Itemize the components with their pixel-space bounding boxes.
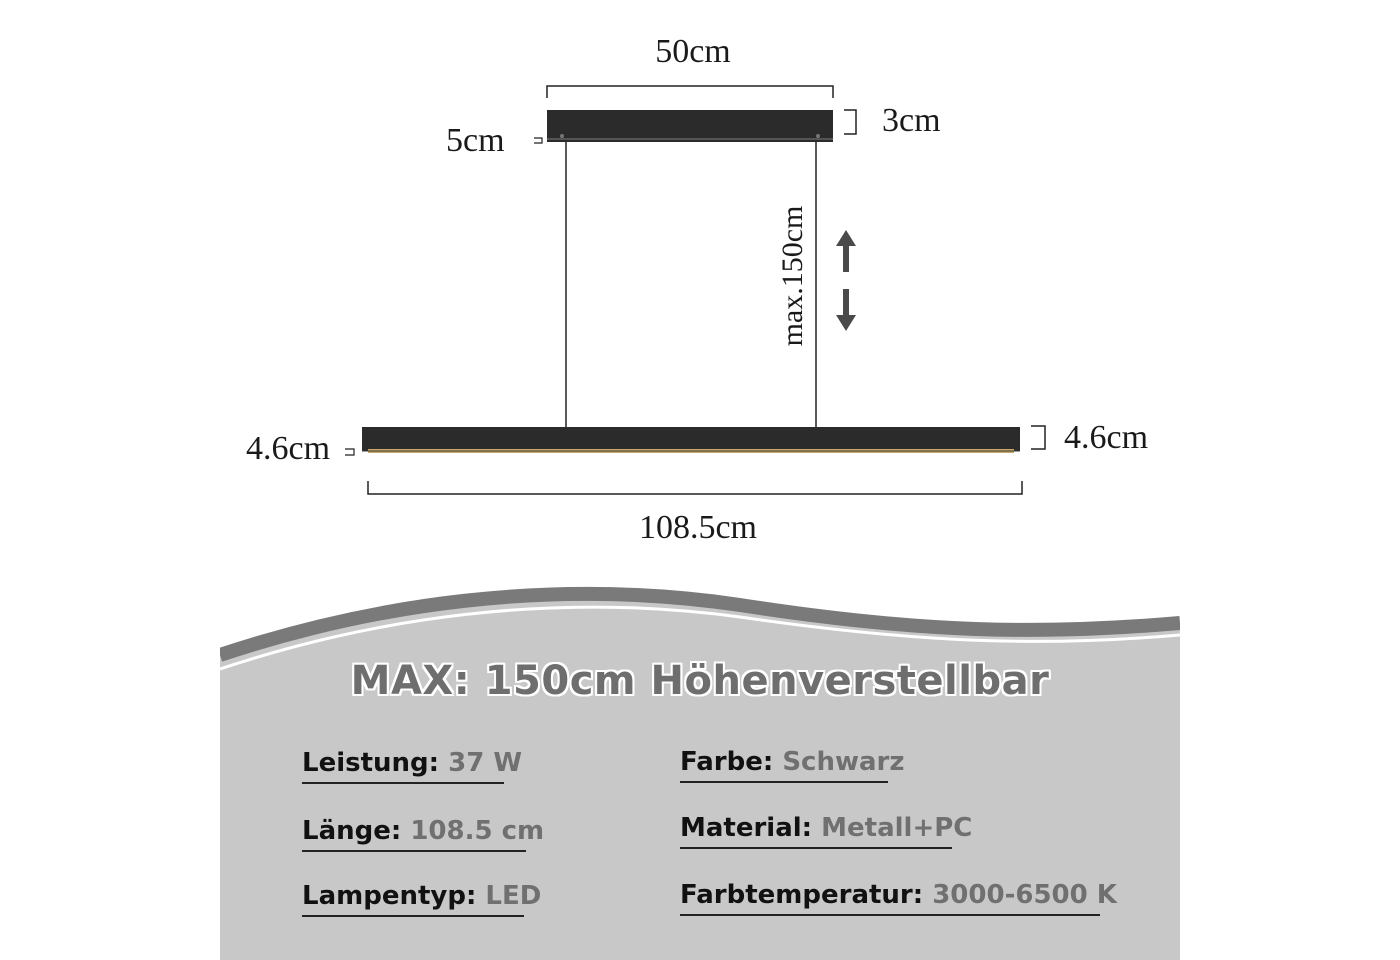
lamp-bar [362,427,1020,451]
canopy-depth-label: 5cm [446,122,505,159]
spec-color-label: Farbe: [680,747,774,777]
canopy-width-label: 50cm [655,33,731,70]
spec-color [680,747,905,783]
bar-depth-label: 4.6cm [246,430,331,467]
spec-color-value: Schwarz [782,747,905,777]
spec-power-value: 37 W [448,748,523,778]
spec-material-value: Metall+PC [821,813,973,843]
spec-length-label: Länge: [302,816,402,846]
spec-color-temp [680,880,1117,916]
spec-lamp-type-value: LED [485,881,542,911]
cable-length-label: max.150cm [776,205,809,347]
spec-lamp-type [302,881,542,917]
height-adjust-arrows-icon [836,230,856,331]
spec-power-label: Leistung: [302,748,440,778]
canopy-height-label: 3cm [882,102,941,139]
spec-lamp-type-label: Lampentyp: [302,881,477,911]
spec-color-temp-value: 3000-6500 K [932,880,1117,910]
spec-power [302,748,523,784]
spec-color-temp-label: Farbtemperatur: [680,880,924,910]
spec-material [680,813,973,849]
headline: MAX: 150cm Höhenverstellbar [350,658,1050,704]
spec-length-value: 108.5 cm [410,816,545,846]
lamp-canopy [547,110,833,142]
bar-length-label: 108.5cm [638,509,758,546]
spec-length [302,816,545,852]
canopy-height-bracket [844,110,856,134]
bar-height-bracket [1031,426,1045,449]
spec-material-label: Material: [680,813,813,843]
bar-height-label: 4.6cm [1064,419,1149,456]
canopy-width-bracket [547,86,833,98]
bar-length-bracket [368,481,1022,494]
